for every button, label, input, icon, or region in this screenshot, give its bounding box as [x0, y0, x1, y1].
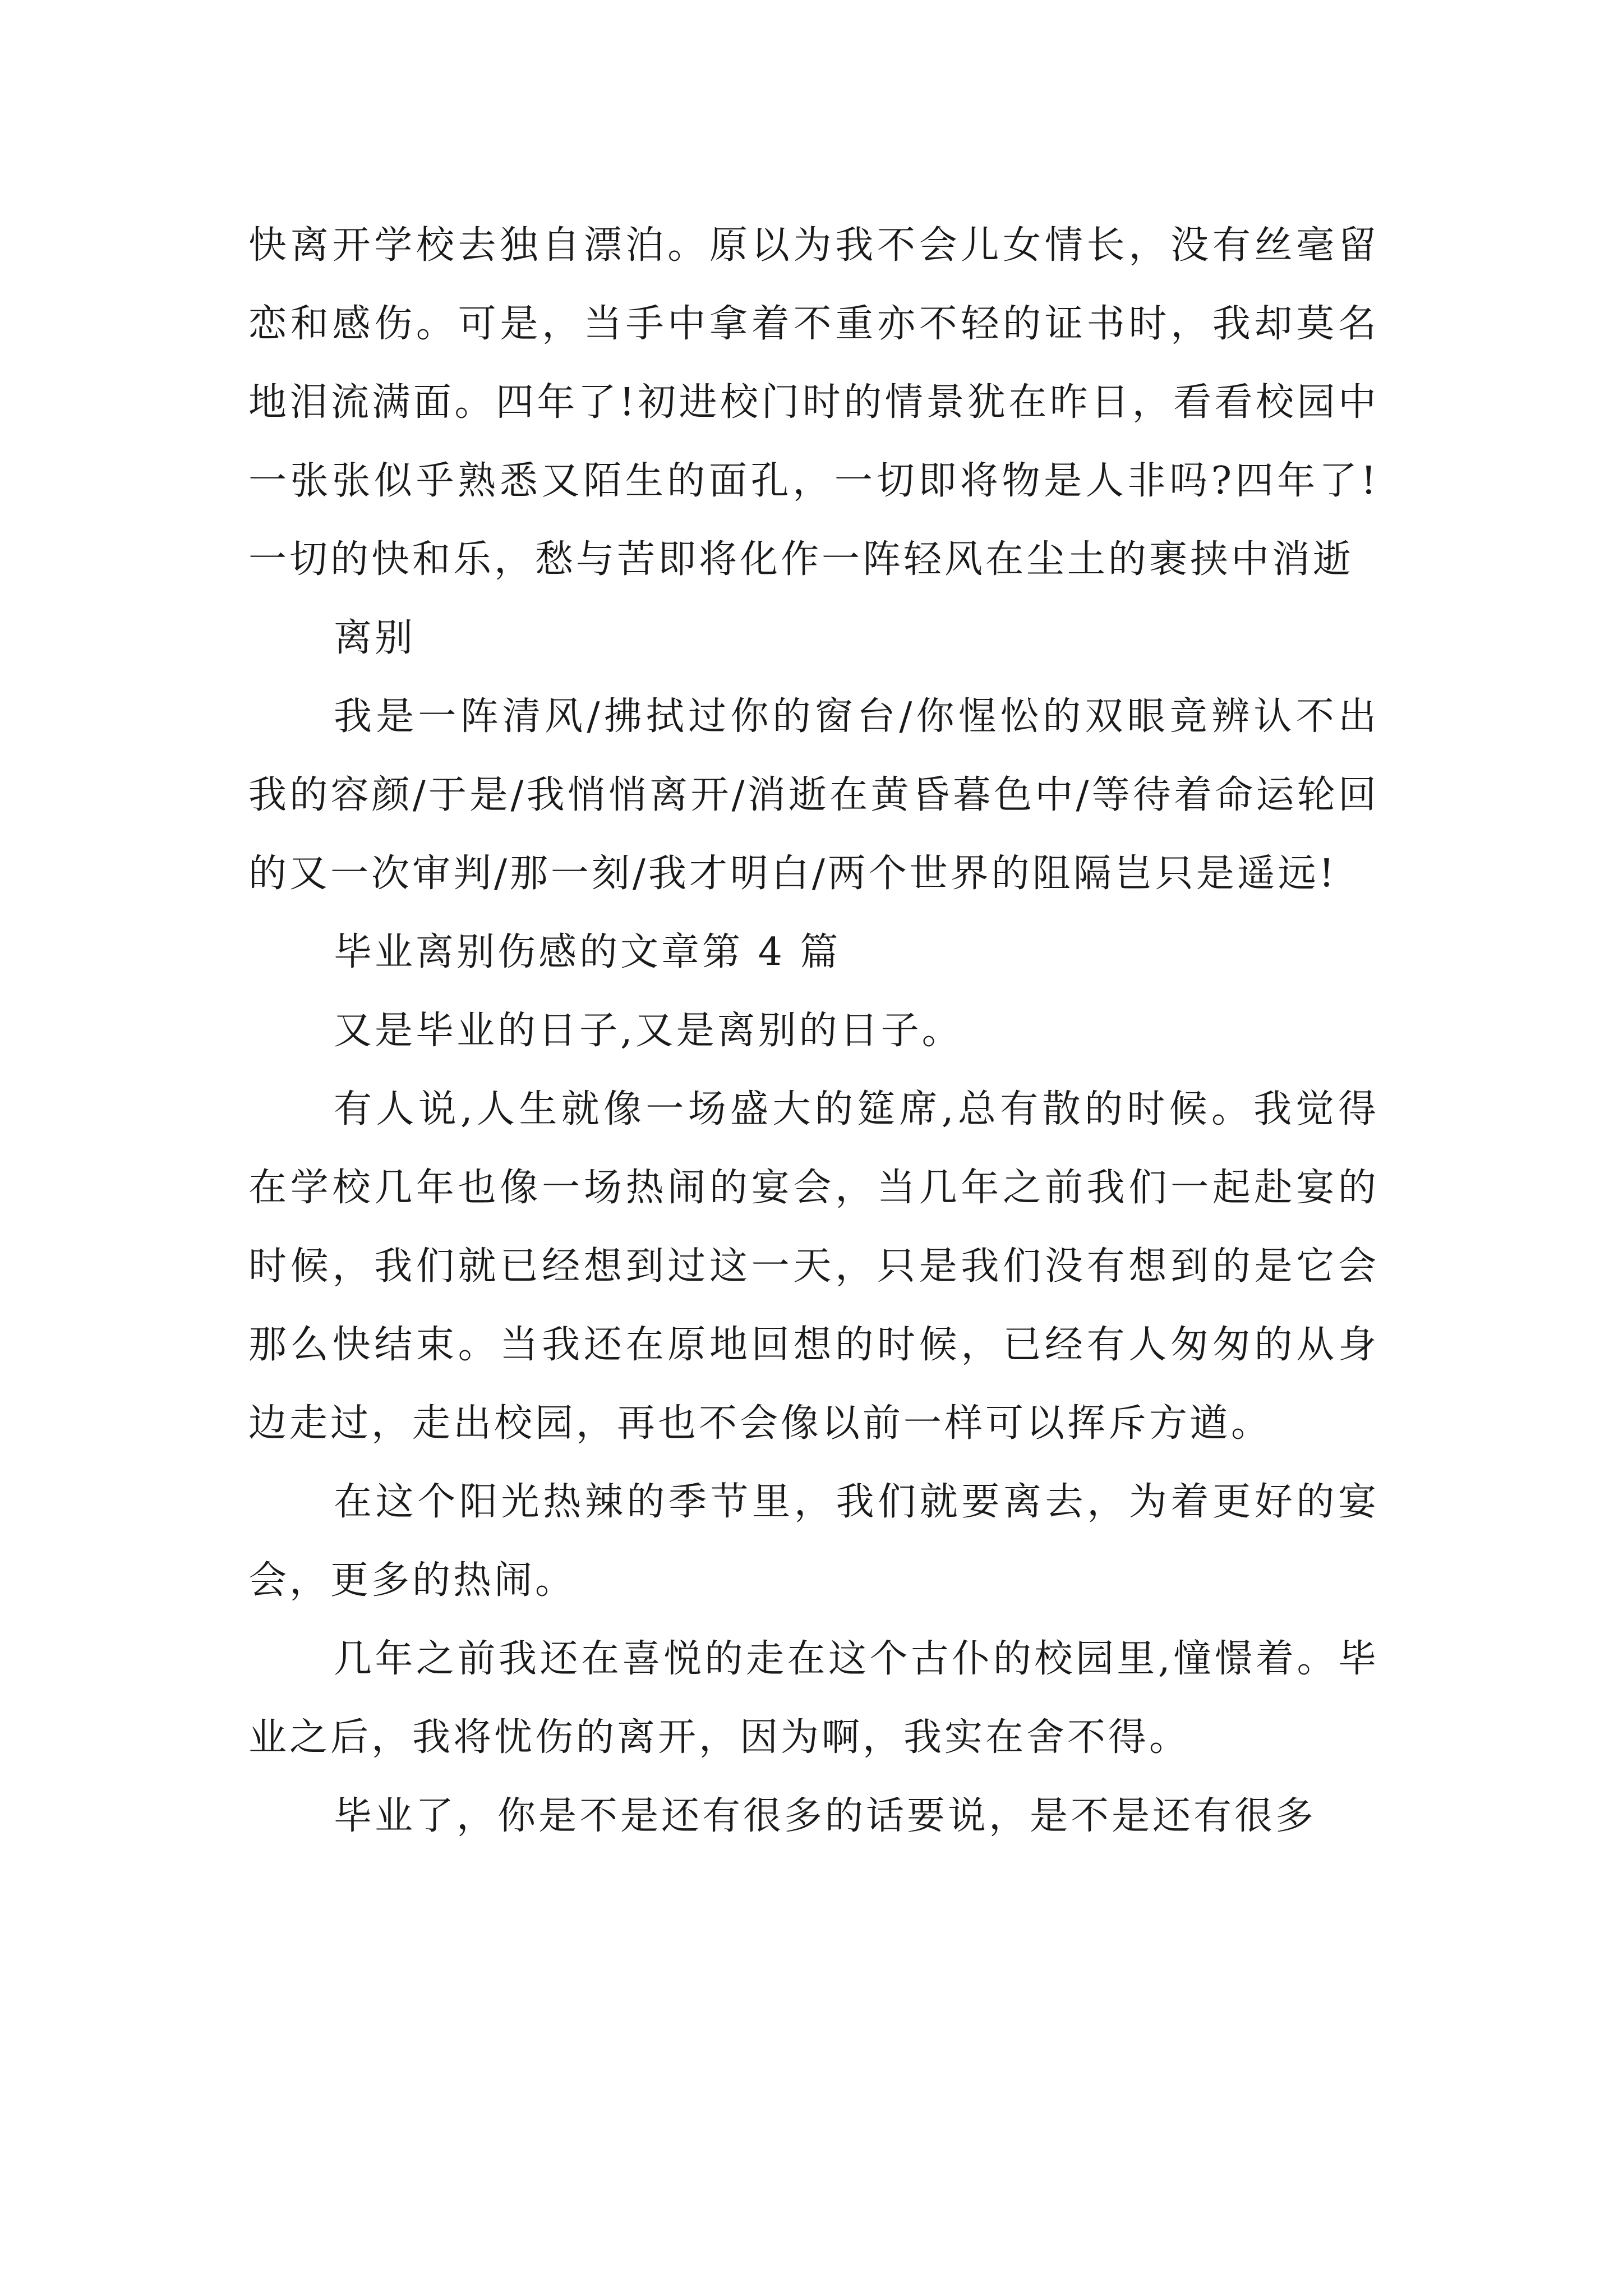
poem-title: 离别	[334, 616, 416, 660]
paragraph-cut-off: 毕业了，你是不是还有很多的话要说，是不是还有很多	[334, 1794, 1317, 1838]
poem-body: 我是一阵清风/拂拭过你的窗台/你惺忪的双眼竟辨认不出我的容颜/于是/我悄悄离开/消逝在黄昏暮色中/等待着命运轮回的又一次审判/那一刻/我才明白/两个世界的阻隔岂只是遥远!	[248, 694, 1379, 896]
section-heading: 毕业离别伤感的文章第 4 篇	[334, 930, 841, 974]
paragraph: 在这个阳光热辣的季节里，我们就要离去，为着更好的宴会，更多的热闹。	[248, 1480, 1379, 1603]
article-body	[248, 206, 1379, 1856]
paragraph: 有人说,人生就像一场盛大的筵席,总有散的时候。我觉得在学校几年也像一场热闹的宴会，当几年之前我们一起赴宴的时候，我们就已经想到过这一天，只是我们没有想到的是它会那么快结束。当我还在原地回想的时候，已经有人匆匆的从身边走过，走出校园，再也不会像以前一样可以挥斥方遒。	[248, 1087, 1379, 1446]
paragraph: 又是毕业的日子,又是离别的日子。	[334, 1009, 963, 1053]
paragraph-continuation: 快离开学校去独自漂泊。原以为我不会儿女情长，没有丝毫留恋和感伤。可是，当手中拿着不重亦不轻的证书时，我却莫名地泪流满面。四年了!初进校门时的情景犹在昨日，看看校园中一张张似乎熟悉又陌生的面孔，一切即将物是人非吗?四年了!一切的快和乐，愁与苦即将化作一阵轻风在尘土的裹挟中消逝	[248, 223, 1380, 582]
paragraph: 几年之前我还在喜悦的走在这个古仆的校园里,憧憬着。毕业之后，我将忧伤的离开，因为啊，我实在舍不得。	[248, 1637, 1379, 1760]
